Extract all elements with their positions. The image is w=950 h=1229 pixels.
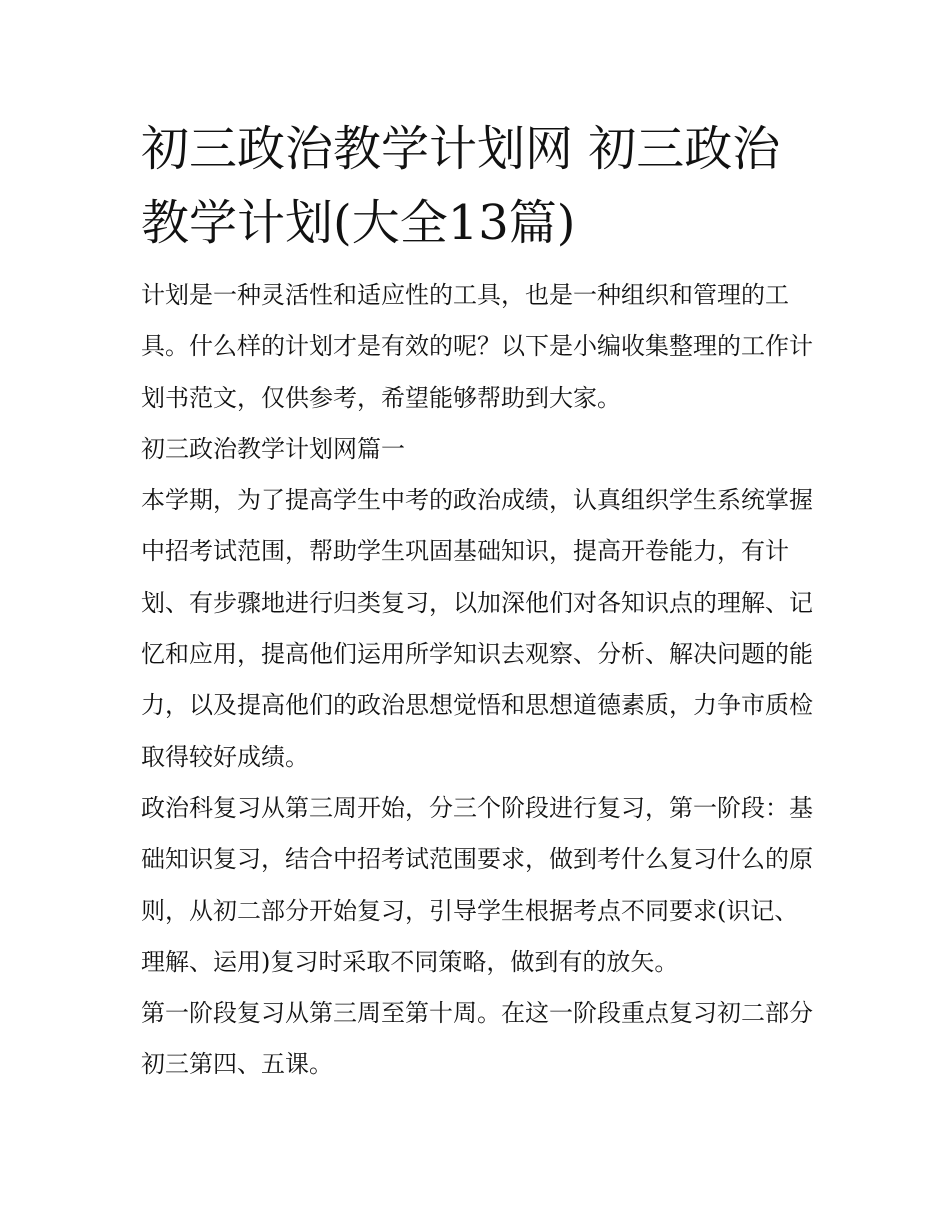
section-heading: 初三政治教学计划网篇一 — [141, 434, 405, 463]
body-paragraph: 政治科复习从第三周开始，分三个阶段进行复习，第一阶段：基础知识复习，结合中招考试范围要求，做到考什么复习什么的原则，从初二部分开始复习，引导学生根据考点不同要求(识记、理解、运用)复习时采取不同策略，做到有的放矢。 — [141, 793, 813, 976]
document-title: 初三政治教学计划网 初三政治教学计划(大全13篇) — [141, 121, 781, 251]
body-paragraph: 第一阶段复习从第三周至第十周。在这一阶段重点复习初二部分初三第四、五课。 — [141, 999, 813, 1079]
document-body — [141, 270, 813, 1091]
document-page — [141, 112, 813, 1091]
body-paragraph: 本学期，为了提高学生中考的政治成绩，认真组织学生系统掌握中招考试范围，帮助学生巩固基础知识，提高开卷能力，有计划、有步骤地进行归类复习，以加深他们对各知识点的理解、记忆和应用，提高他们运用所学知识去观察、分析、解决问题的能力，以及提高他们的政治思想觉悟和思想道德素质，力争市质检取得较好成绩。 — [141, 486, 813, 771]
intro-paragraph: 计划是一种灵活性和适应性的工具，也是一种组织和管理的工具。什么样的计划才是有效的呢？以下是小编收集整理的工作计划书范文，仅供参考，希望能够帮助到大家。 — [141, 281, 813, 412]
